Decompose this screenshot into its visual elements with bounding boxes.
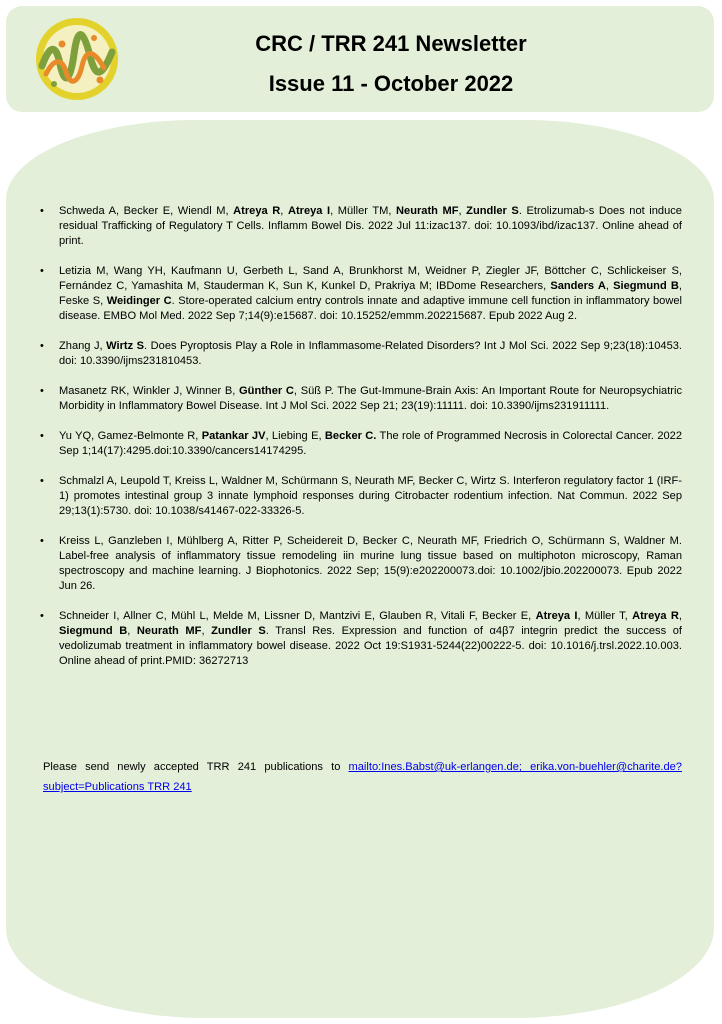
publication-list: [40, 204, 682, 684]
author-highlight: Günther C: [239, 385, 294, 397]
author-highlight: Sanders A: [550, 280, 606, 292]
submission-email-link[interactable]: mailto:Ines.Babst@uk-erlangen.de; erika.von-buehler@charite.de?subject=Publications TRR 241: [43, 761, 682, 793]
author-highlight: Siegmund B: [59, 625, 128, 637]
title-line-1: CRC / TRR 241 Newsletter: [255, 31, 527, 56]
author-highlight: Neurath MF: [136, 625, 202, 637]
publication-item: [40, 534, 682, 594]
citation-text: Schweda A, Becker E, Wiendl M,: [59, 205, 234, 217]
author-highlight: Zundler S: [466, 205, 519, 217]
citation-text: ,: [678, 610, 682, 622]
author-highlight: Siegmund B: [613, 280, 679, 292]
author-highlight: Atreya I: [535, 610, 578, 622]
citation-text: . Store-operated calcium entry controls innate and adaptive immune cell function in inflammatory bowel disease. EMBO Mol Med. 2022 Sep 7;14(9):e15687. doi: 10.15252/emmm.202215687. Epub 2022 Aug 2.: [59, 295, 683, 322]
author-highlight: Neurath MF: [396, 205, 459, 217]
citation-text: . Transl Res. Expression and function of α4β7 integrin predict the success of vedolizumab treatment in inflammatory bowel disease. 2022 Oct 19:S1931-5244(22)00222-5. doi: 10.1016/j.trsl.2022.10.003. Online ahead of print.PMID: 36272713: [59, 625, 682, 667]
citation-text: The role of Programmed Necrosis in Colorectal Cancer. 2022 Sep 1;14(17):4295.doi:10.3390/cancers14174295.: [59, 430, 683, 457]
citation-text: Schmalzl A, Leupold T, Kreiss L, Waldner M, Schürmann S, Neurath MF, Becker C, Wirtz S. Interferon regulatory factor 1 (IRF-1) promotes intestinal group 3 innate lymphoid responses during Citrobacter rodentium infection. Nat Commun. 2022 Sep 29;13(1):5730. doi: 10.1038/s41467-022-33326-5.: [59, 475, 682, 517]
submission-note: [43, 757, 682, 797]
citation-text: , Süß P. The Gut-Immune-Brain Axis: An Important Route for Neuropsychiatric Morbidity in Inflammatory Bowel Disease. Int J Mol Sci. 2022 Sep 21; 23(19):11111. doi: 10.3390/ijms231911111.: [59, 385, 682, 412]
citation-text: Masanetz RK, Winkler J, Winner B,: [59, 385, 240, 397]
publication-item: [40, 384, 682, 414]
title-line-2: Issue 11 - October 2022: [268, 71, 514, 96]
publication-item: [40, 339, 682, 369]
publication-item: [40, 474, 682, 519]
citation-text: , Müller T,: [577, 610, 633, 622]
author-highlight: Wirtz S: [106, 340, 145, 352]
citation-text: ,: [280, 205, 288, 217]
author-highlight: Patankar JV: [201, 430, 266, 442]
citation-text: Kreiss L, Ganzleben I, Mühlberg A, Ritter P, Scheidereit D, Becker C, Neurath MF, Friedrich O, Schürmann S, Waldner M. Label-free analysis of inflammatory tissue remodeling iin murine lung tissue based on multiphoton microscopy, Raman spectroscopy and machine learning. J Biophotonics. 2022 Sep; 15(9):e202200073.doi: 10.1002/jbio.202200073. Epub 2022 Jun 26.: [59, 535, 682, 592]
publication-item: [40, 264, 682, 324]
citation-text: ,: [605, 280, 614, 292]
citation-text: ,: [458, 205, 467, 217]
citation-text: Yu YQ, Gamez-Belmonte R,: [59, 430, 202, 442]
newsletter-header: [6, 6, 714, 112]
citation-text: Letizia M, Wang YH, Kaufmann U, Gerbeth L, Sand A, Brunkhorst M, Weidner P, Ziegler JF, Böttcher C, Schlickeiser S, Fernández C, Yamashita M, Stauderman K, Sun K, Kunkel D, Prakriya M; IBDome Researchers,: [59, 265, 682, 292]
trr241-logo-icon: [32, 14, 122, 104]
citation-text: . Does Pyroptosis Play a Role in Inflammasome-Related Disorders? Int J Mol Sci. 2022 Sep 9;23(18):10453. doi: 10.3390/ijms231810453.: [59, 340, 683, 367]
author-highlight: Becker C.: [324, 430, 377, 442]
publication-item: [40, 429, 682, 459]
author-highlight: Atreya R: [632, 610, 679, 622]
author-highlight: Zundler S: [211, 625, 266, 637]
citation-text: Zhang J,: [59, 340, 107, 352]
submission-text: Please send newly accepted TRR 241 publications to: [43, 761, 349, 773]
newsletter-title: [166, 24, 616, 104]
author-highlight: Atreya R: [233, 205, 281, 217]
citation-text: ,: [127, 625, 137, 637]
publication-item: [40, 609, 682, 669]
citation-text: Schneider I, Allner C, Mühl L, Melde M, Lissner D, Mantzivi E, Glauben R, Vitali F, Becker E,: [59, 610, 536, 622]
citation-text: , Feske S,: [59, 280, 682, 307]
author-highlight: Weidinger C: [106, 295, 172, 307]
citation-text: , Liebing E,: [265, 430, 325, 442]
citation-text: ,: [201, 625, 212, 637]
publication-item: [40, 204, 682, 249]
citation-text: . Etrolizumab-s Does not induce residual Trafficking of Regulatory T Cells. Inflamm Bowel Dis. 2022 Jul 11:izac137. doi: 10.1093/ibd/izac137. Online ahead of print.: [59, 205, 682, 247]
citation-text: , Müller TM,: [330, 205, 397, 217]
author-highlight: Atreya I: [287, 205, 331, 217]
